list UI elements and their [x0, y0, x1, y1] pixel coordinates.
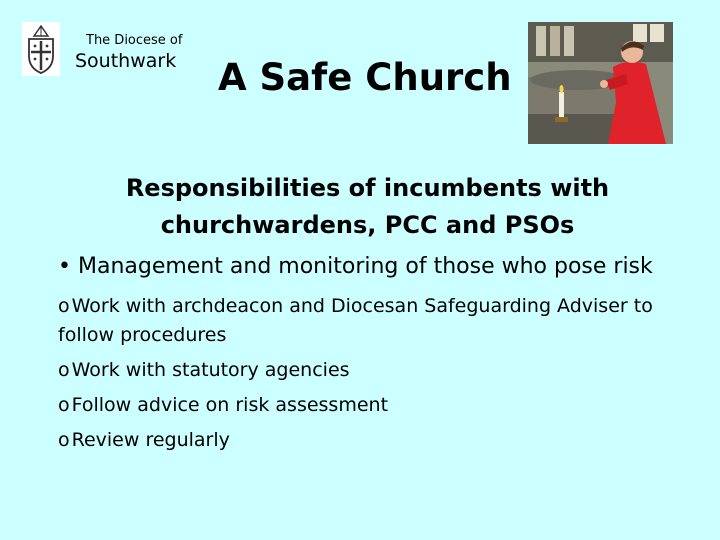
list-item: [58, 356, 698, 385]
bullet-marker: •: [58, 254, 71, 279]
sub-bullet-marker: o: [58, 429, 70, 451]
slide-subtitle: Responsibilities of incumbents with churchwardens, PCC and PSOs: [125, 174, 610, 239]
sub-bullet-marker: o: [58, 295, 70, 317]
sub-bullet-text: Work with statutory agencies: [71, 359, 350, 381]
diocese-crest-icon: [22, 22, 60, 76]
sub-bullet-list: [58, 292, 698, 461]
sub-bullet-text: Work with archdeacon and Diocesan Safeguarding Adviser to follow procedures: [58, 295, 653, 346]
page-title: A Safe Church: [218, 56, 512, 99]
church-photo: [528, 22, 673, 144]
sub-bullet-text: Review regularly: [71, 429, 230, 451]
sub-bullet-marker: o: [58, 359, 70, 381]
main-bullet-text: Management and monitoring of those who pose risk: [77, 254, 653, 279]
sub-bullet-text: Follow advice on risk assessment: [71, 394, 389, 416]
list-item: [58, 426, 698, 455]
logo-line-2: Southwark: [75, 50, 177, 72]
sub-bullet-marker: o: [58, 394, 70, 416]
main-bullet: [58, 254, 698, 279]
list-item: [58, 391, 698, 420]
logo-line-1: The Diocese of: [86, 33, 183, 48]
list-item: [58, 292, 698, 350]
